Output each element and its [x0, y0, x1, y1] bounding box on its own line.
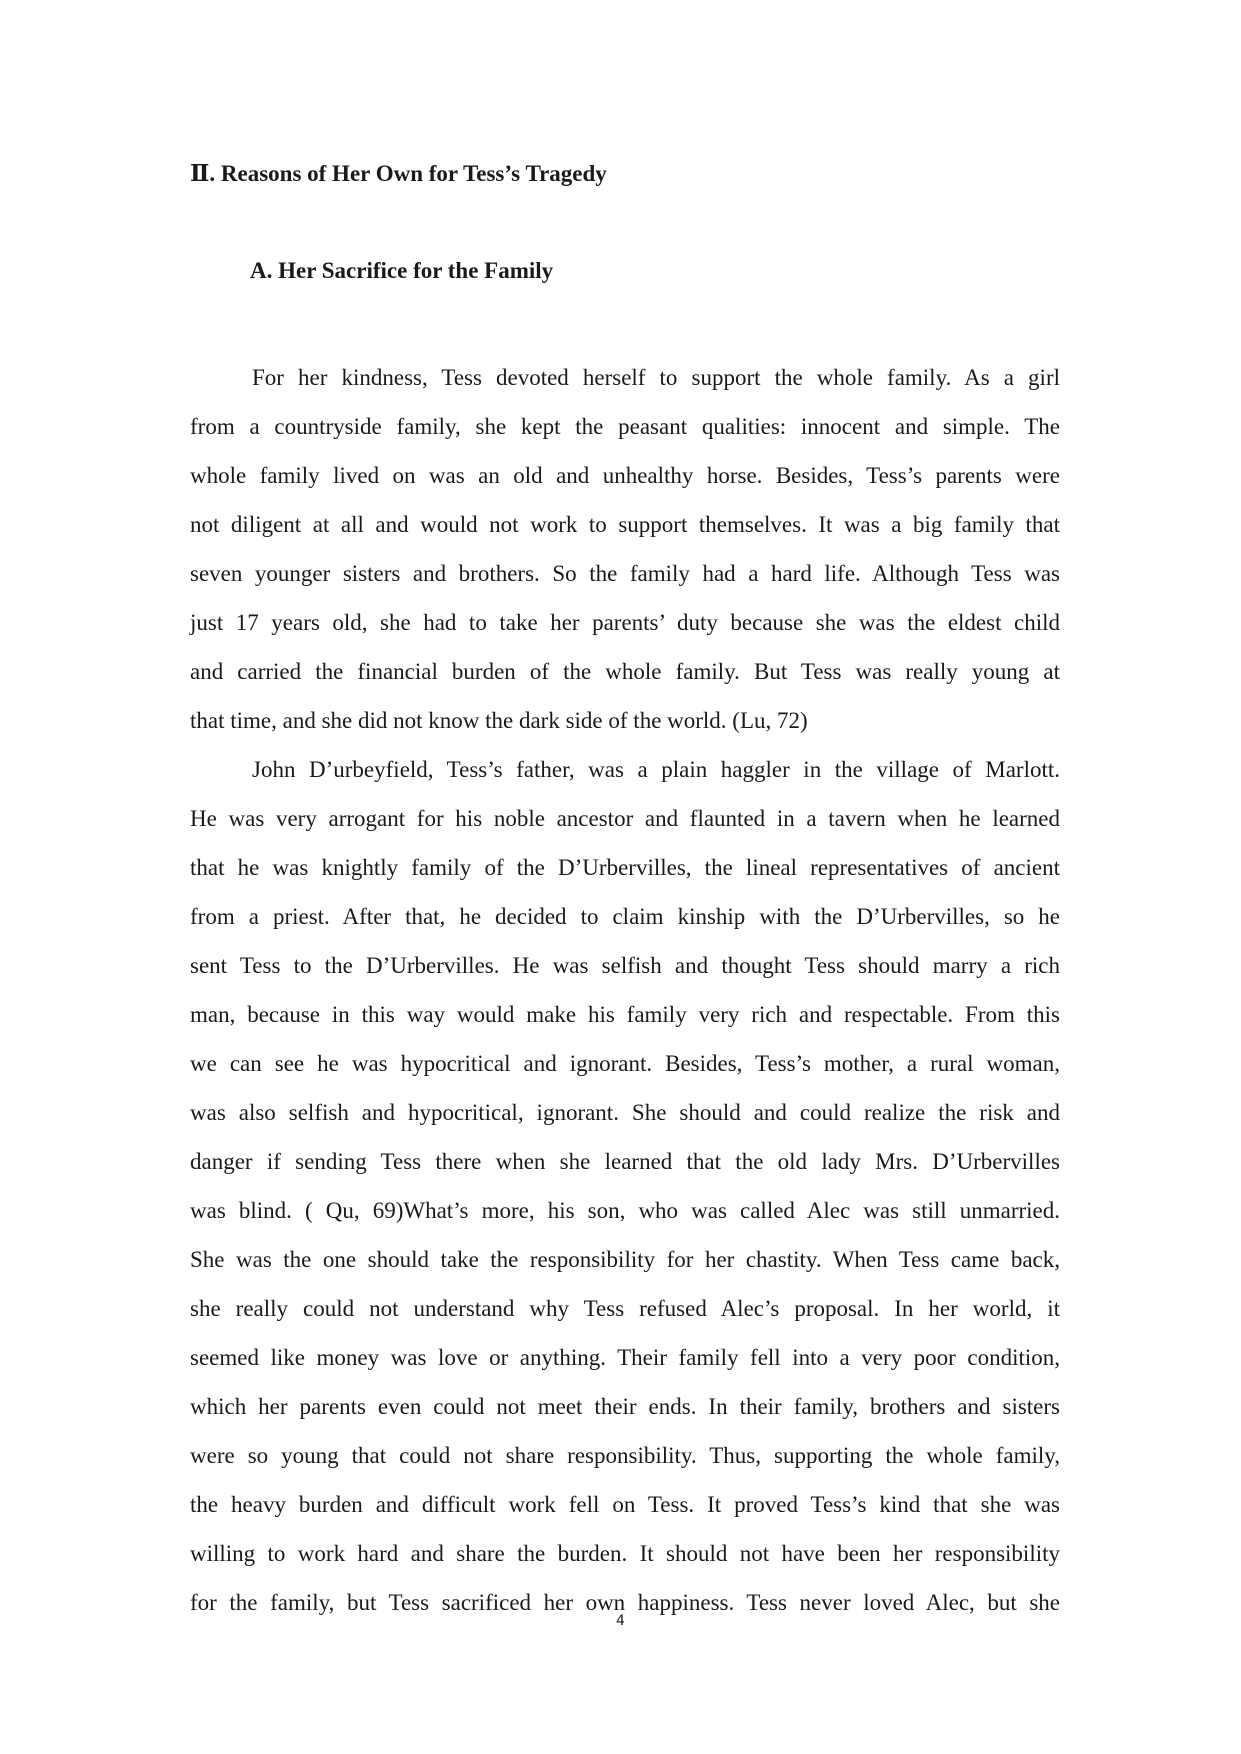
- text-line: seven younger sisters and brothers. So the family had a hard life. Although Tess was: [190, 561, 1060, 586]
- paragraph-2: [190, 745, 1060, 1627]
- text-line: willing to work hard and share the burden. It should not have been her responsibility: [190, 1541, 1060, 1566]
- text-line: He was very arrogant for his noble ancestor and flaunted in a tavern when he learned: [190, 806, 1060, 831]
- text-line: not diligent at all and would not work to support themselves. It was a big family that: [190, 512, 1060, 537]
- text-line: whole family lived on was an old and unhealthy horse. Besides, Tess’s parents were: [190, 463, 1060, 488]
- text-line: man, because in this way would make his family very rich and respectable. From this: [190, 1002, 1060, 1027]
- text-line: was also selfish and hypocritical, ignorant. She should and could realize the risk and: [190, 1100, 1060, 1125]
- text-line: danger if sending Tess there when she learned that the old lady Mrs. D’Urbervilles: [190, 1149, 1060, 1174]
- text-line: that time, and she did not know the dark side of the world. (Lu, 72): [190, 708, 808, 733]
- text-line: for the family, but Tess sacrificed her own happiness. Tess never loved Alec, but she: [190, 1590, 1060, 1615]
- text-line: just 17 years old, she had to take her parents’ duty because she was the eldest child: [190, 610, 1060, 635]
- text-line: were so young that could not share responsibility. Thus, supporting the whole family,: [190, 1443, 1060, 1468]
- text-line: we can see he was hypocritical and ignorant. Besides, Tess’s mother, a rural woman,: [190, 1051, 1060, 1076]
- text-line: from a priest. After that, he decided to claim kinship with the D’Urbervilles, so he: [190, 904, 1060, 929]
- text-line: which her parents even could not meet their ends. In their family, brothers and sisters: [190, 1394, 1060, 1419]
- text-line: She was the one should take the responsibility for her chastity. When Tess came back,: [190, 1247, 1060, 1272]
- text-line: the heavy burden and difficult work fell on Tess. It proved Tess’s kind that she was: [190, 1492, 1060, 1517]
- text-line: John D’urbeyfield, Tess’s father, was a plain haggler in the village of Marlott.: [252, 757, 1060, 782]
- paragraph-1: [190, 353, 1060, 745]
- section-heading: Ⅱ. Reasons of Her Own for Tess’s Tragedy: [190, 161, 607, 186]
- text-line: seemed like money was love or anything. Their family fell into a very poor condition,: [190, 1345, 1060, 1370]
- text-line: that he was knightly family of the D’Urbervilles, the lineal representatives of ancient: [190, 855, 1060, 880]
- text-line: she really could not understand why Tess refused Alec’s proposal. In her world, it: [190, 1296, 1060, 1321]
- text-line: sent Tess to the D’Urbervilles. He was selfish and thought Tess should marry a rich: [190, 953, 1060, 978]
- page-number: 4: [616, 1613, 625, 1629]
- text-line: was blind. ( Qu, 69)What’s more, his son, who was called Alec was still unmarried.: [190, 1198, 1060, 1223]
- text-line: and carried the financial burden of the whole family. But Tess was really young at: [190, 659, 1060, 684]
- subsection-heading: A. Her Sacrifice for the Family: [250, 258, 554, 283]
- body-text: [190, 353, 1060, 1627]
- text-line: For her kindness, Tess devoted herself to support the whole family. As a girl: [252, 365, 1060, 390]
- text-line: from a countryside family, she kept the peasant qualities: innocent and simple. The: [190, 414, 1060, 439]
